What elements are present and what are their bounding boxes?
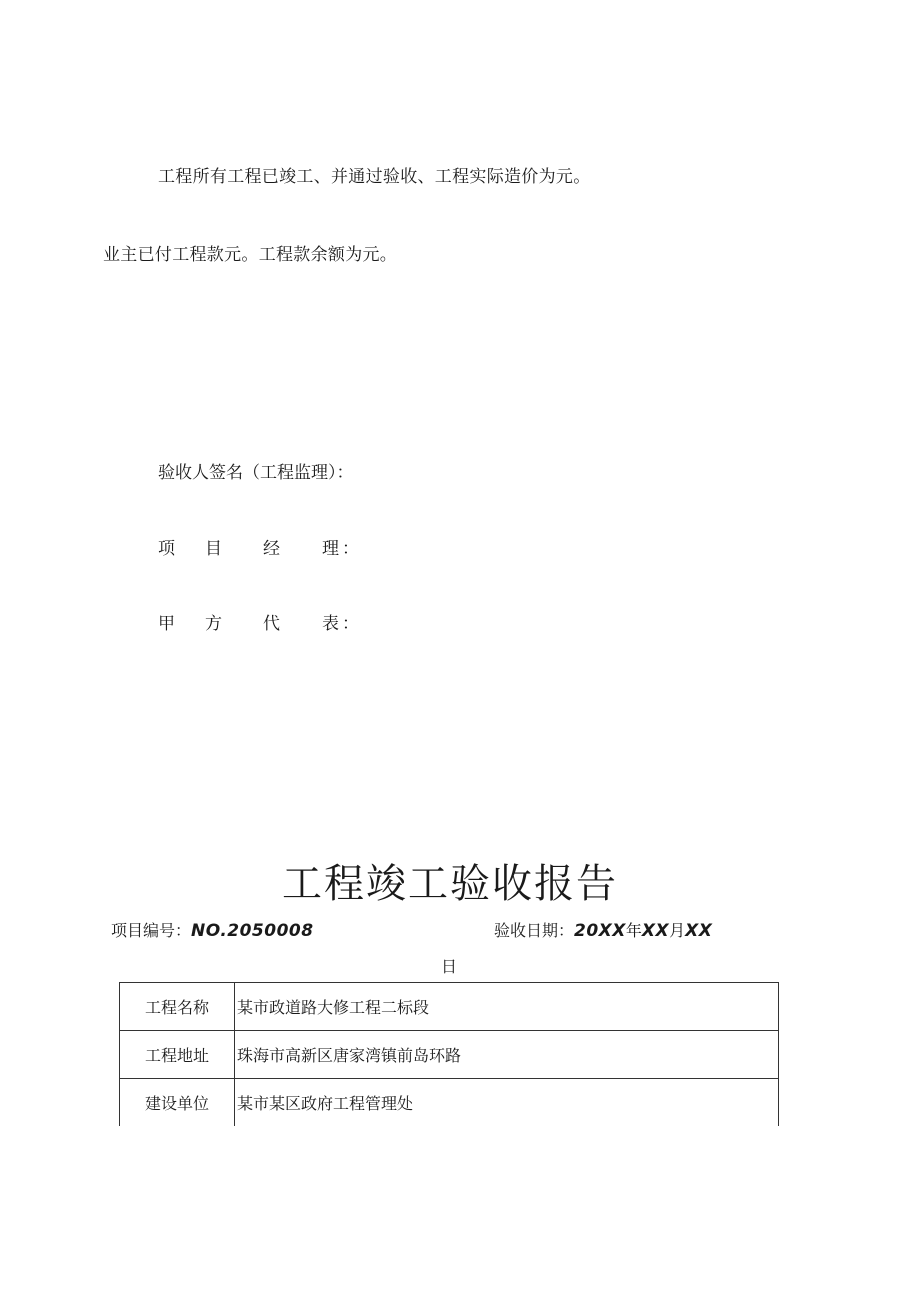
project-info-table xyxy=(119,982,779,1126)
date-year: 20XX xyxy=(574,921,626,941)
project-number xyxy=(111,918,314,941)
row-label: 工程地址 xyxy=(120,1031,235,1079)
table-row xyxy=(120,1079,779,1127)
row-label: 建设单位 xyxy=(120,1079,235,1127)
report-title: 工程竣工验收报告 xyxy=(282,861,618,907)
acceptor-signature-label: 验收人签名（工程监理）： xyxy=(158,463,354,483)
acceptance-date: 验收日期：20XX年XX月XX xyxy=(494,921,713,941)
table-row xyxy=(120,1031,779,1079)
date-month: XX xyxy=(641,921,670,941)
row-value: 某市某区政府工程管理处 xyxy=(235,1079,779,1127)
owner-representative-signature-label: 甲 方 代 表 ： xyxy=(158,614,359,634)
table-row xyxy=(120,983,779,1031)
date-day: XX xyxy=(685,921,713,941)
payment-paragraph: 业主已付工程款元。工程款余额为元。 xyxy=(103,245,398,265)
acceptance-date-label: 验收日期： xyxy=(494,921,575,940)
completion-paragraph: 工程所有工程已竣工、并通过验收、工程实际造价为元。 xyxy=(158,167,591,187)
project-manager-signature-label: 项 目 经 理 ： xyxy=(158,539,359,559)
row-value: 某市政道路大修工程二标段 xyxy=(235,983,779,1031)
row-label: 工程名称 xyxy=(120,983,235,1031)
date-day-unit: 日 xyxy=(441,957,458,976)
row-value: 珠海市高新区唐家湾镇前岛环路 xyxy=(235,1031,779,1079)
project-number-label: 项目编号： xyxy=(111,921,192,940)
project-number-value: NO.2050008 xyxy=(191,921,314,941)
